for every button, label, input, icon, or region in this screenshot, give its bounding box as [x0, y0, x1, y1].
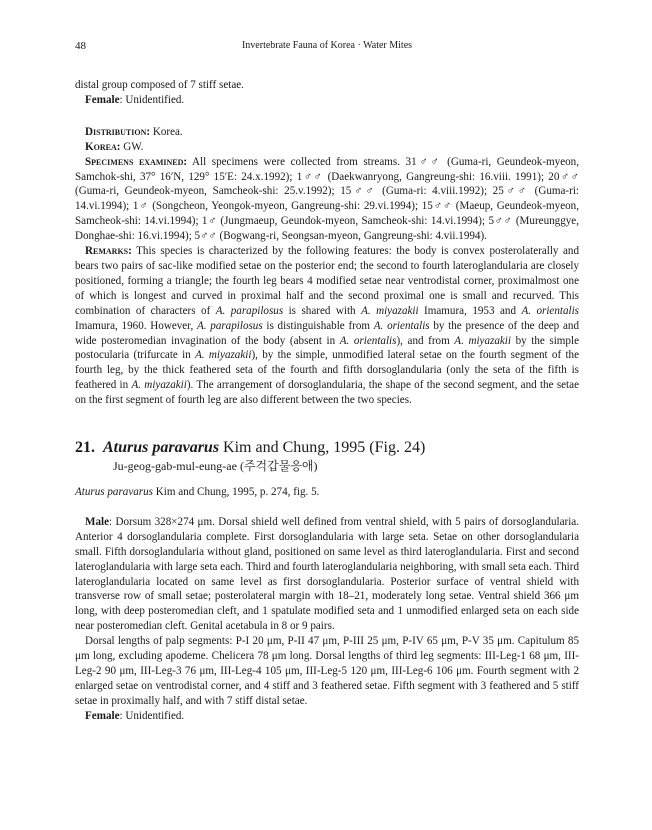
korean-name: Ju-geog-gab-mul-eung-ae (주걱갑물응애): [113, 459, 318, 474]
citation: Aturus paravarus Kim and Chung, 1995, p. 274, fig. 5.: [75, 486, 320, 499]
korea-line: Korea: GW.: [85, 140, 144, 153]
running-title: Invertebrate Fauna of Korea · Water Mites: [241, 40, 413, 51]
remarks-paragraph: Remarks: This species is characterized by the following features: the body is convex posterolaterally and bears two pairs of sac-like modified setae on the posterior end; the second to fourth lateroglandularia are closely positioned, forming a triangle; the fourth leg bears 4 modified setae near ventrodistal corner, proximalmost one of which is longest and curved in proximal half and the second proximal one is small and recurved. This combination of characters of A. parapilosus is shared with A. miyazakii Imamura, 1953 and A. orientalis Imamura, 1960. However, A. parapilosus is distinguishable from A. orientalis by the presence of the deep and wide posteromedian invagination of the body (absent in A. orientalis), and from A. miyazakii by the simple postocularia (trifurcate in A. miyazakii), by the simple, unmodified lateral setae on the fourth segment of the fourth leg, by the thick feathered seta of the fourth and fifth dorsoglandularia (only the seta of the fifth is feathered in A. miyazakii). The arrangement of dorsoglandularia, the shape of the second segment, and the setae on the first segment of fourth leg are also different between the two species.: [75, 245, 580, 407]
female-description: Female: Unidentified.: [85, 709, 185, 722]
male-description: Male: Dorsum 328×274 μm. Dorsal shield well defined from ventral shield, with 5 pairs of dorsoglandularia. Anterior 4 dorsoglandularia complete. First dorsoglandularia with large seta. Setae on other dorsoglandularia small. Fifth dorsoglandularia without gland, positioned on same level as third lateroglandularia. First and second lateroglandularia with large seta each. Third and fourth lateroglandularia neighboring, with small seta each. Third lateroglandularia located on same level as first dorsoglandularia. Posterior surface of ventral shield with transverse row of small setae; posterolateral margin with 18–21, moderately long setae. Ventral shield 366 μm long, with deep posteromedian cleft, and 1 spatulate modified seta and 1 unmodified enlarged seta on each side near posteromedian cleft. Genital acetabula in 8 or 9 pairs.: [75, 515, 579, 633]
female-label-2: Female: [85, 709, 120, 722]
male-label: Male: [85, 515, 110, 528]
page-number: 48: [75, 40, 86, 52]
species-author: Kim and Chung, 1995 (Fig. 24): [219, 439, 426, 457]
page: [75, 40, 579, 724]
species-number: 21.: [75, 439, 95, 457]
top-female: Female: Unidentified.: [85, 93, 185, 106]
remarks-label: Remarks:: [85, 245, 132, 258]
species-name: Aturus paravarus: [103, 439, 220, 457]
female-label: Female: [85, 93, 120, 106]
distribution-line: Distribution: Korea.: [85, 125, 183, 138]
top-continuation: distal group composed of 7 stiff setae.: [75, 79, 244, 91]
distribution-label: Distribution:: [85, 125, 151, 138]
species-heading: [75, 438, 579, 458]
korea-label: Korea:: [85, 140, 121, 153]
specimens-paragraph: Specimens examined: All specimens were collected from streams. 31♂♂ (Guma-ri, Geundeok-myeon, Samchok-shi, 37° 16′N, 129° 15′E: 24.x.1992); 1♂♂ (Daekwanryong, Gangreung-shi: 16.viii. 1991); 20♂♂ (Guma-ri, Geundeok-myeon, Samcheok-shi: 25.v.1992); 15♂♂ (Guma-ri: 4.viii.1992); 25♂♂ (Guma-ri: 14.vi.1994); 1♂ (Songcheon, Yeongok-myeon, Gangreung-shi: 29.vi.1994); 15♂♂ (Maeup, Geundeok-myeon, Samcheok-shi: 14.vi.1994); 1♂ (Jungmaeup, Geundok-myeon, Samcheok-shi: 14.vi.1994); 5♂♂ (Mureunggye, Donghae-shi: 16.vi.1994); 5♂♂ (Bogwang-ri, Seongsan-myeon, Gangreung-shi: 4.vii.1994).: [75, 155, 580, 243]
running-header: [75, 40, 579, 56]
palp-description: Dorsal lengths of palp segments: P-I 20 μm, P-II 47 μm, P-III 25 μm, P-IV 65 μm, P-V 35 μm. Capitulum 85 μm long, excluding apodeme. Chelicera 78 μm long. Dorsal lengths of third leg segments: III-Leg-1 68 μm, III-Leg-2 90 μm, III-Leg-3 76 μm, III-Leg-4 105 μm, III-Leg-5 120 μm, III-Leg-6 106 μm. Fourth segment with 2 enlarged setae on ventrodistal corner, and 4 stiff and 3 feathered setae. Fifth segment with 3 feathered and 5 stiff setae in proximally half, and with 7 stiff distal setae.: [75, 635, 579, 707]
specimens-label: Specimens examined:: [85, 155, 188, 168]
